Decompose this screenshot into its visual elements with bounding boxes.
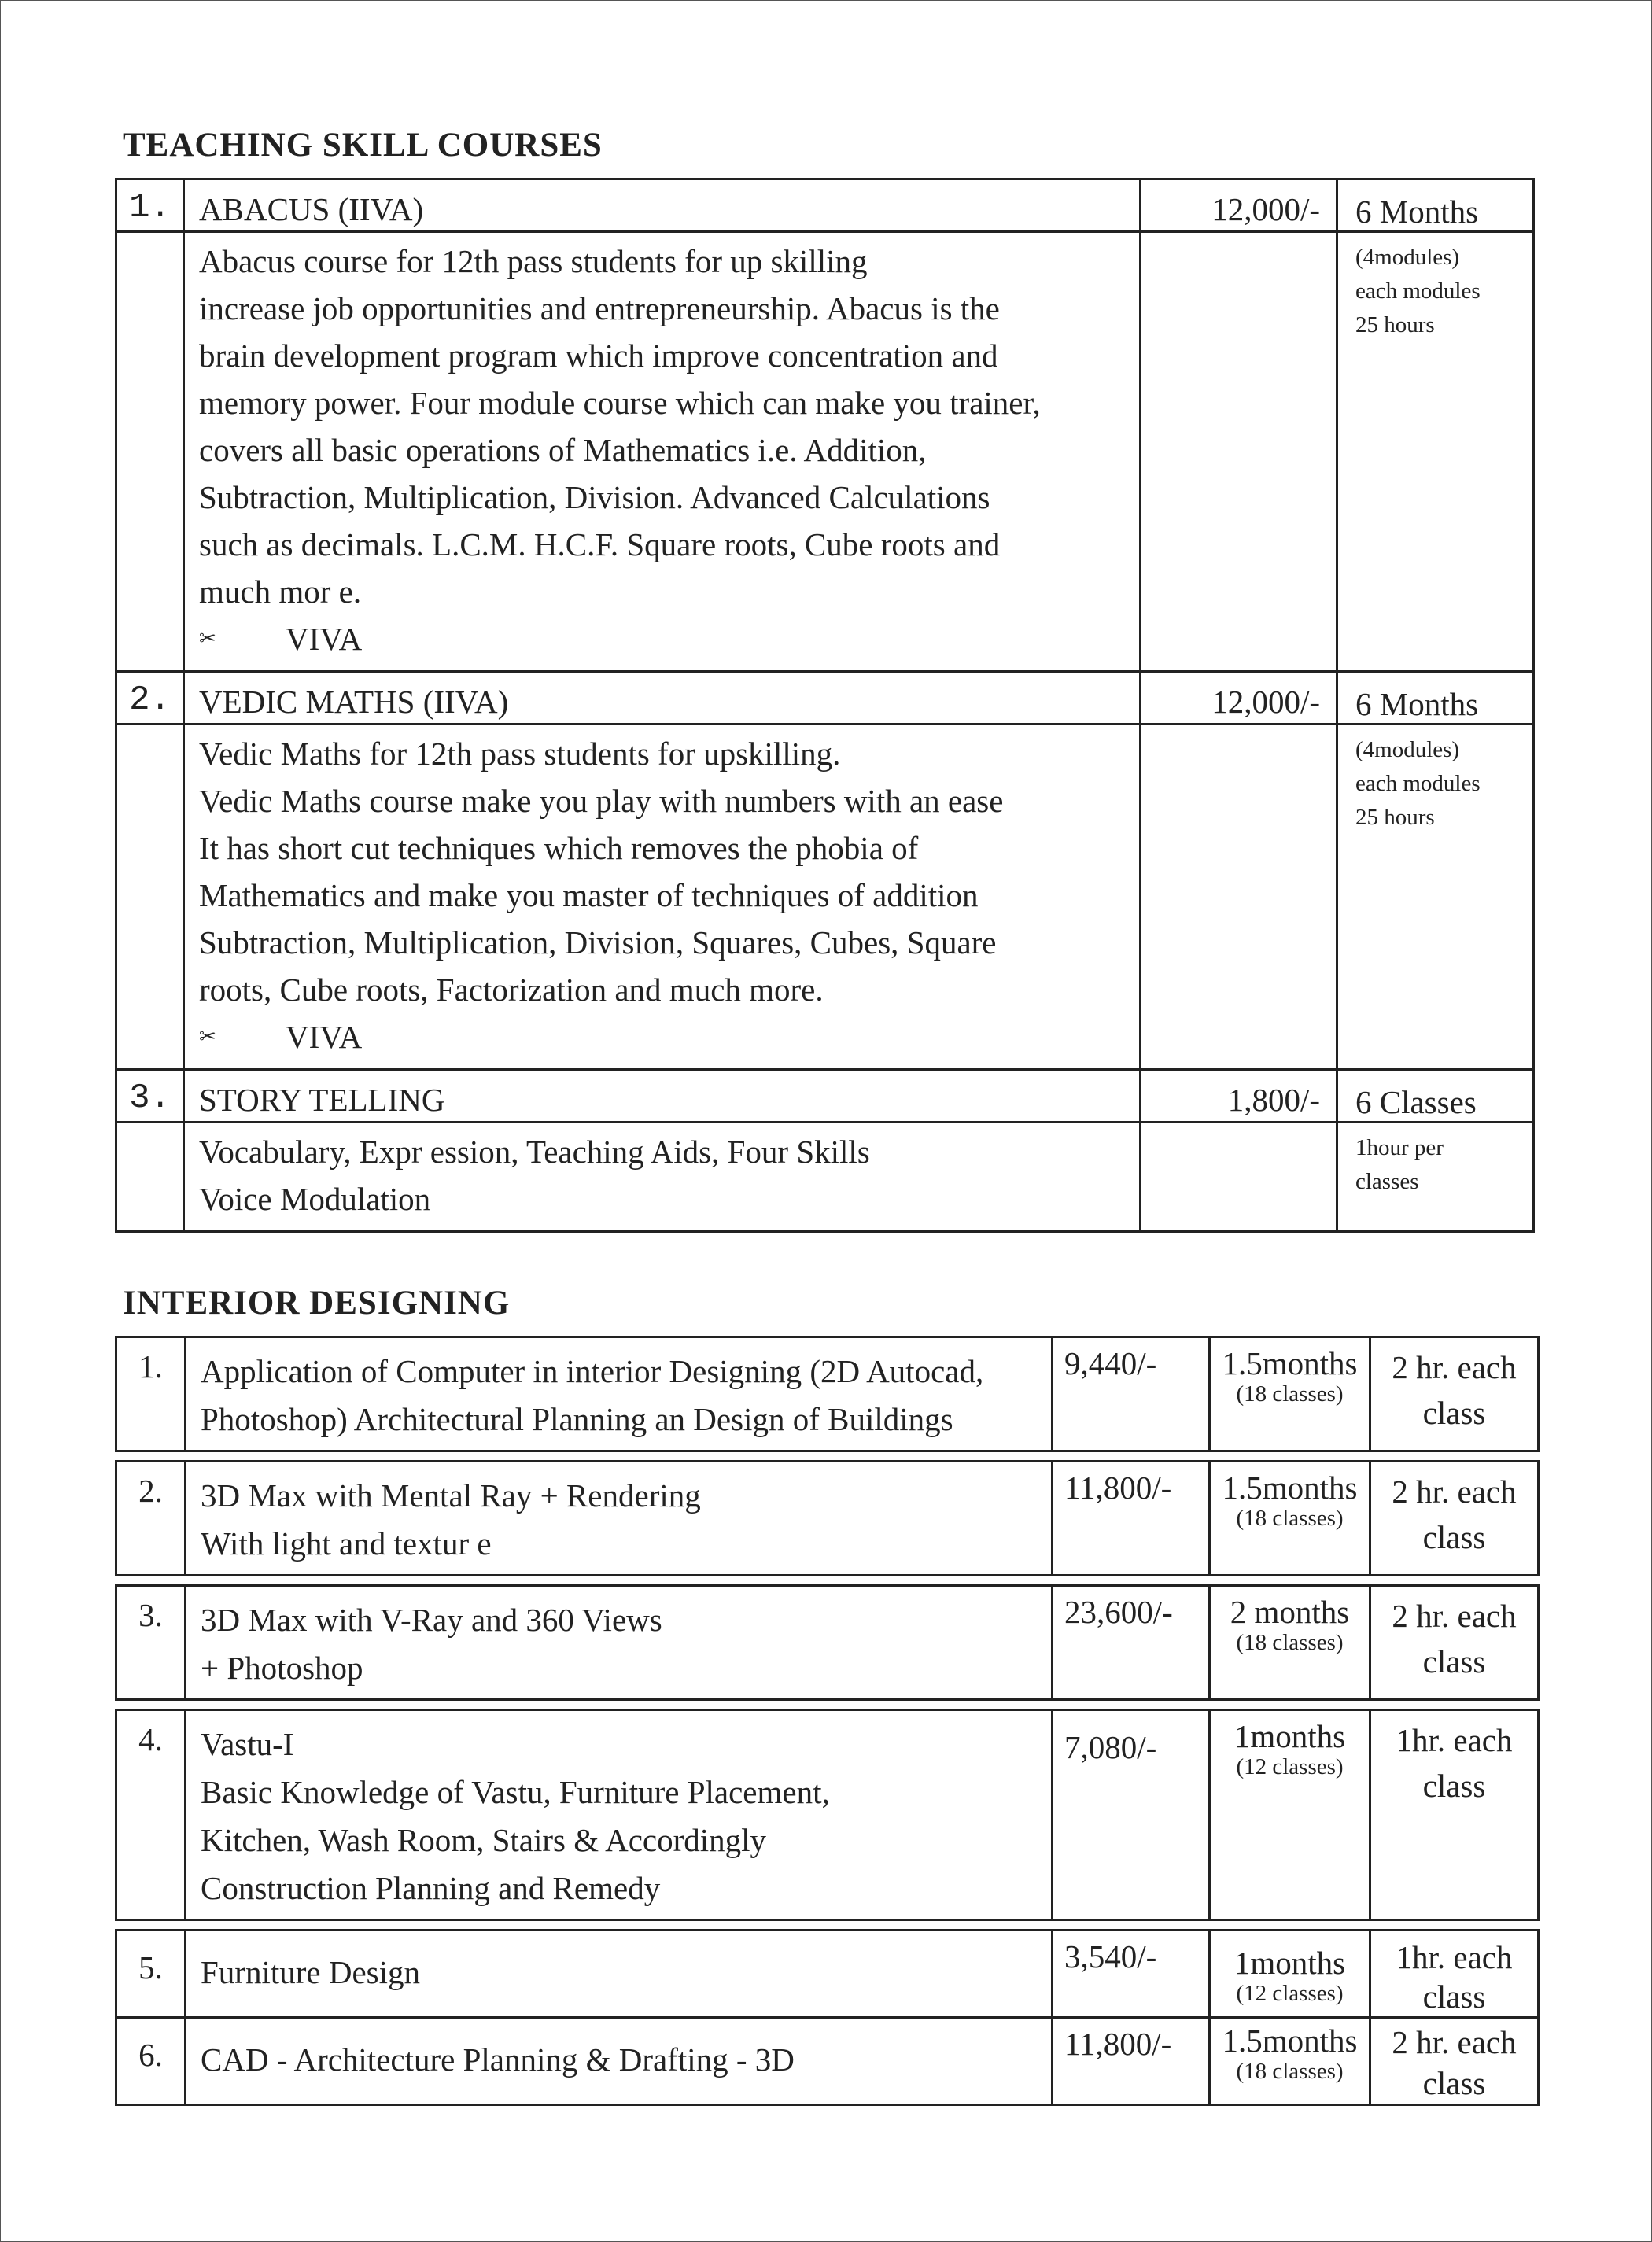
class-time-line: class — [1422, 2065, 1486, 2101]
table-row — [116, 1710, 1539, 1920]
empty-cell — [1141, 232, 1337, 672]
course-name-line: Furniture Design — [201, 1954, 420, 1990]
class-time-line: 2 hr. each — [1392, 2024, 1517, 2060]
course-duration: 6 Classes — [1337, 1070, 1534, 1123]
interior-courses-table — [115, 1336, 1540, 2106]
course-name: VEDIC MATHS (IIVA) — [184, 672, 1141, 725]
course-number: 3. — [116, 1586, 186, 1700]
class-count: (12 classes) — [1236, 1754, 1344, 1779]
table-row — [116, 179, 1534, 232]
description-line: Subtraction, Multiplication, Division, Squares, Cubes, Square — [199, 924, 997, 961]
class-time-line: 2 hr. each — [1392, 1598, 1517, 1634]
course-name-line: With light and textur e — [201, 1525, 492, 1562]
duration-value: 1.5months — [1222, 1469, 1358, 1506]
class-time-line: 2 hr. each — [1392, 1349, 1517, 1385]
table-row — [116, 1337, 1539, 1451]
course-duration — [1210, 1337, 1370, 1451]
viva-line — [199, 615, 1131, 662]
detail-line: 25 hours — [1355, 805, 1435, 830]
course-name-line: + Photoshop — [201, 1650, 363, 1686]
course-name-line: Construction Planning and Remedy — [201, 1870, 661, 1906]
description-line: Vocabulary, Expr ession, Teaching Aids, Four Skills — [199, 1134, 870, 1170]
row-spacer — [116, 1576, 1539, 1586]
class-time-line: class — [1422, 1395, 1486, 1431]
empty-cell — [1141, 725, 1337, 1070]
table-row — [116, 1586, 1539, 1700]
duration-value: 1months — [1233, 1718, 1346, 1754]
course-fee: 1,800/- — [1141, 1070, 1337, 1123]
course-name-line: 3D Max with Mental Ray + Rendering — [201, 1477, 701, 1514]
scissors-bullet-icon: ✂ — [199, 1025, 216, 1048]
description-line: brain development program which improve concentration and — [199, 337, 998, 374]
class-count: (12 classes) — [1236, 1981, 1344, 2006]
viva-label: VIVA — [286, 621, 363, 657]
empty-cell — [116, 1123, 184, 1232]
course-duration-detail — [1337, 1123, 1534, 1232]
class-time — [1370, 1710, 1539, 1920]
course-name-line: 3D Max with V-Ray and 360 Views — [201, 1602, 662, 1638]
description-line: such as decimals. L.C.M. H.C.F. Square roots, Cube roots and — [199, 526, 1001, 562]
duration-value: 1.5months — [1222, 1345, 1358, 1381]
detail-line: (4modules) — [1355, 245, 1460, 270]
course-duration — [1210, 1930, 1370, 2018]
course-duration — [1210, 2018, 1370, 2105]
course-number: 3. — [116, 1070, 184, 1123]
course-number: 4. — [116, 1710, 186, 1920]
course-name-line: Kitchen, Wash Room, Stairs & Accordingly — [201, 1822, 767, 1858]
course-number: 6. — [116, 2018, 186, 2105]
table-row — [116, 1123, 1534, 1232]
course-fee: 7,080/- — [1053, 1710, 1210, 1920]
interior-section-title: INTERIOR DESIGNING — [123, 1285, 511, 1322]
description-line: Subtraction, Multiplication, Division. Advanced Calculations — [199, 479, 990, 515]
class-time-line: class — [1422, 1519, 1486, 1555]
course-name-line: Basic Knowledge of Vastu, Furniture Placement, — [201, 1774, 830, 1810]
class-time-line: class — [1422, 1643, 1486, 1680]
viva-label: VIVA — [286, 1019, 363, 1055]
table-row — [116, 672, 1534, 725]
row-spacer — [116, 1920, 1539, 1930]
course-fee: 12,000/- — [1141, 672, 1337, 725]
duration-value: 1.5months — [1222, 2023, 1358, 2059]
description-line: Mathematics and make you master of techniques of addition — [199, 877, 979, 913]
course-duration-detail — [1337, 232, 1534, 672]
empty-cell — [116, 725, 184, 1070]
course-number: 1. — [116, 179, 184, 232]
detail-line: (4modules) — [1355, 737, 1460, 762]
class-count: (18 classes) — [1236, 1381, 1344, 1407]
course-fee: 9,440/- — [1053, 1337, 1210, 1451]
course-fee: 23,600/- — [1053, 1586, 1210, 1700]
scissors-bullet-icon: ✂ — [199, 627, 216, 650]
class-time — [1370, 1462, 1539, 1576]
table-row — [116, 1930, 1539, 2018]
course-duration — [1210, 1462, 1370, 1576]
spacer-cell — [116, 1451, 1539, 1462]
description-line: Abacus course for 12th pass students for up skilling — [199, 243, 868, 279]
spacer-cell — [116, 1576, 1539, 1586]
course-number: 1. — [116, 1337, 186, 1451]
description-line: roots, Cube roots, Factorization and much more. — [199, 972, 824, 1008]
table-row — [116, 1070, 1534, 1123]
description-line: increase job opportunities and entrepreneurship. Abacus is the — [199, 290, 1000, 326]
detail-line: each modules — [1355, 278, 1481, 304]
detail-line: 1hour per — [1355, 1135, 1444, 1160]
course-duration: 6 Months — [1337, 672, 1534, 725]
empty-cell — [116, 232, 184, 672]
class-time — [1370, 2018, 1539, 2105]
course-name — [186, 1462, 1053, 1576]
description-line: covers all basic operations of Mathematics i.e. Addition, — [199, 432, 927, 468]
course-name — [186, 2018, 1053, 2105]
teaching-courses-table — [115, 178, 1535, 1233]
course-name — [186, 1930, 1053, 2018]
course-name-line: Application of Computer in interior Designing (2D Autocad, — [201, 1353, 984, 1389]
class-time — [1370, 1930, 1539, 2018]
class-count: (18 classes) — [1236, 1506, 1344, 1531]
course-description — [184, 1123, 1141, 1232]
class-count: (18 classes) — [1236, 2059, 1344, 2084]
detail-line: classes — [1355, 1169, 1419, 1194]
course-number: 2. — [116, 672, 184, 725]
course-description — [184, 725, 1141, 1070]
class-time-line: 2 hr. each — [1392, 1473, 1517, 1510]
class-time — [1370, 1337, 1539, 1451]
course-name — [186, 1586, 1053, 1700]
course-name-line: CAD - Architecture Planning & Drafting - 3D — [201, 2041, 795, 2078]
teaching-section-title: TEACHING SKILL COURSES — [123, 127, 603, 164]
course-number: 2. — [116, 1462, 186, 1576]
spacer-cell — [116, 1700, 1539, 1710]
description-line: memory power. Four module course which can make you trainer, — [199, 385, 1041, 421]
empty-cell — [1141, 1123, 1337, 1232]
course-name: ABACUS (IIVA) — [184, 179, 1141, 232]
course-name-line: Vastu-I — [201, 1726, 294, 1762]
description-line: It has short cut techniques which removes the phobia of — [199, 830, 919, 866]
course-duration-detail — [1337, 725, 1534, 1070]
description-line: Vedic Maths course make you play with numbers with an ease — [199, 783, 1004, 819]
course-name — [186, 1710, 1053, 1920]
class-time-line: 1hr. each — [1396, 1722, 1513, 1758]
description-line: Voice Modulation — [199, 1181, 431, 1217]
course-duration — [1210, 1586, 1370, 1700]
detail-line: 25 hours — [1355, 312, 1435, 337]
duration-value: 2 months — [1230, 1594, 1350, 1630]
course-name-line: Photoshop) Architectural Planning an Design of Buildings — [201, 1401, 953, 1437]
course-fee: 3,540/- — [1053, 1930, 1210, 2018]
detail-line: each modules — [1355, 771, 1481, 796]
course-fee: 11,800/- — [1053, 1462, 1210, 1576]
duration-value: 1months — [1233, 1945, 1346, 1981]
table-row — [116, 2018, 1539, 2105]
course-fee: 11,800/- — [1053, 2018, 1210, 2105]
course-number: 5. — [116, 1930, 186, 2018]
viva-line — [199, 1013, 1131, 1060]
row-spacer — [116, 1700, 1539, 1710]
course-duration — [1210, 1710, 1370, 1920]
spacer-cell — [116, 1920, 1539, 1930]
table-row — [116, 725, 1534, 1070]
table-row — [116, 1462, 1539, 1576]
class-time-line: class — [1422, 1978, 1486, 2015]
class-time — [1370, 1586, 1539, 1700]
course-fee: 12,000/- — [1141, 179, 1337, 232]
class-count: (18 classes) — [1236, 1630, 1344, 1655]
class-time-line: 1hr. each — [1396, 1939, 1513, 1975]
course-name: STORY TELLING — [184, 1070, 1141, 1123]
course-name — [186, 1337, 1053, 1451]
table-row — [116, 232, 1534, 672]
description-line: Vedic Maths for 12th pass students for upskilling. — [199, 736, 841, 772]
class-time-line: class — [1422, 1768, 1486, 1804]
course-duration: 6 Months — [1337, 179, 1534, 232]
description-line: much mor e. — [199, 573, 362, 610]
row-spacer — [116, 1451, 1539, 1462]
course-description — [184, 232, 1141, 672]
